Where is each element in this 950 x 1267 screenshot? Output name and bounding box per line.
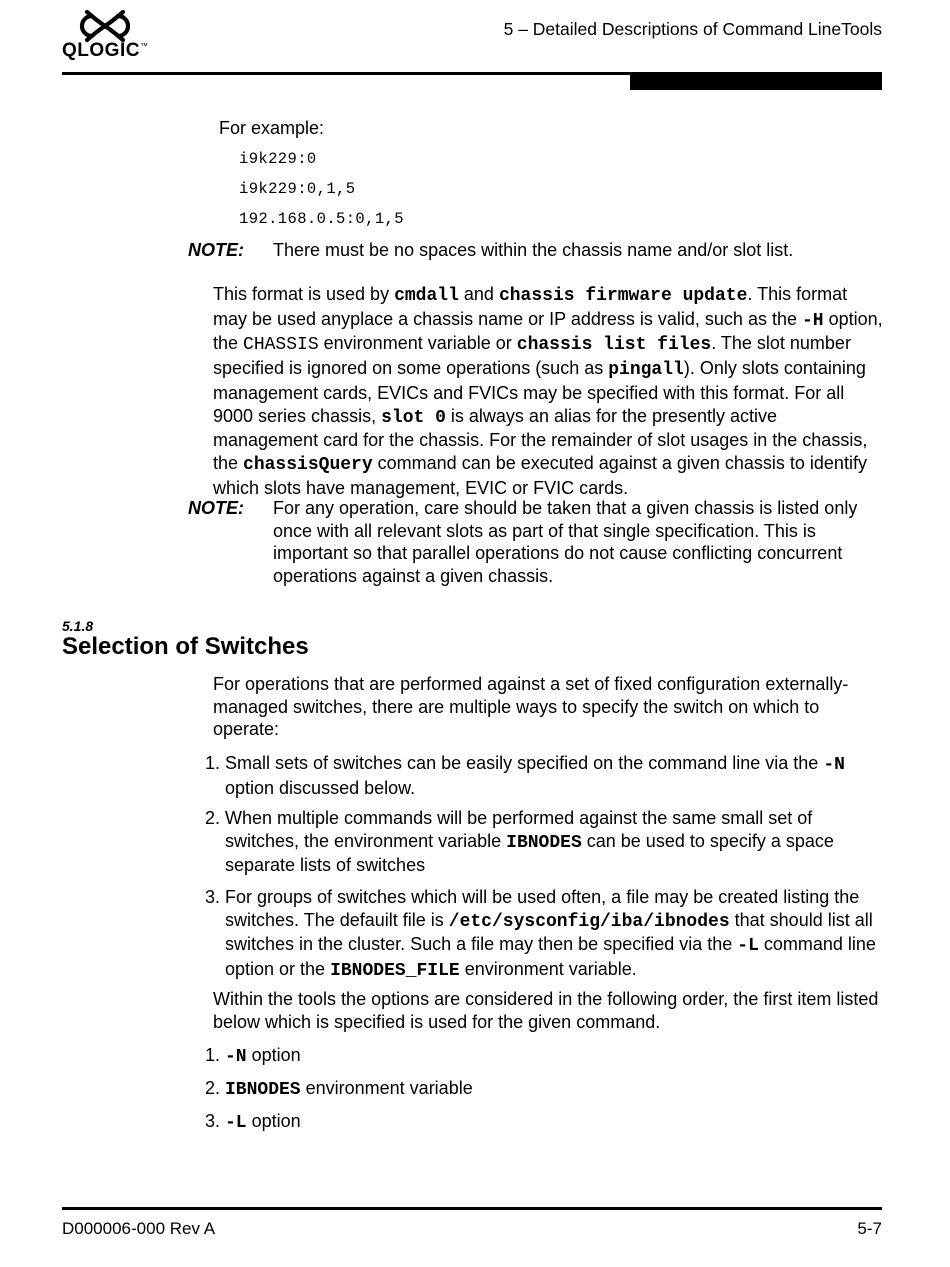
logo-wordmark: QLOGIC™	[62, 40, 149, 61]
section-number: 5.1.8	[62, 618, 94, 634]
footer-page-number: 5-7	[857, 1219, 882, 1238]
switch-intro-paragraph: For operations that are performed against a set of fixed configuration externally-managed switches, there are multiple ways to specify the switch on which to operate:	[213, 674, 849, 740]
list-item: Small sets of switches can be easily specified on the command line via the -N option discussed below.	[225, 753, 845, 798]
section-title: Selection of Switches	[62, 633, 309, 660]
list-item: -N option	[225, 1045, 301, 1067]
footer-doc-id: D000006-000 Rev A	[62, 1219, 216, 1238]
list-item-number: 3.	[204, 1111, 220, 1131]
note-text: For any operation, care should be taken that a given chassis is listed only once with all relevant slots as part of that single specification. This is important so that parallel operations do not cause conflicting concurrent operations against a given chassis.	[273, 498, 858, 587]
code-example: 192.168.0.5:0,1,5	[239, 210, 404, 228]
list-item-number: 1.	[204, 1045, 220, 1065]
order-paragraph: Within the tools the options are considered in the following order, the first item listed below which is specified is used for the given command.	[213, 989, 879, 1032]
page-header-title: 5 – Detailed Descriptions of Command LineTools	[503, 19, 882, 39]
footer-rule	[62, 1207, 882, 1210]
list-item-number: 1.	[204, 753, 220, 773]
note-label: NOTE:	[188, 240, 244, 260]
list-item-number: 2.	[204, 808, 220, 828]
list-item-number: 3.	[204, 887, 220, 907]
list-item: When multiple commands will be performed against the same small set of switches, the environment variable IBNODES can be used to specify a space separate lists of switches	[225, 808, 834, 876]
list-item-number: 2.	[204, 1078, 220, 1098]
header-bar	[630, 75, 882, 90]
list-item: IBNODES environment variable	[225, 1078, 473, 1100]
code-example: i9k229:0,1,5	[239, 180, 356, 198]
code-example: i9k229:0	[239, 150, 317, 168]
list-item: -L option	[225, 1111, 301, 1133]
note-label: NOTE:	[188, 498, 244, 518]
for-example-label: For example:	[219, 118, 325, 138]
list-item: For groups of switches which will be used often, a file may be created listing the switches. The defauilt file is /etc/sysconfig/iba/ibnodes that should list all switches in the cluster. Such a file may then be specified via the -L command line option or the IBNODES_FILE environment variable.	[225, 887, 876, 982]
note-text: There must be no spaces within the chassis name and/or slot list.	[273, 240, 794, 260]
format-usage-paragraph: This format is used by cmdall and chassis firmware update. This format may be used anyplace a chassis name or IP address is valid, such as the -H option, the CHASSIS environment variable or chassis list files. The slot number specified is ignored on some operations (such as pingall). Only slots containing management cards, EVICs and FVICs may be specified with this format. For all 9000 series chassis, slot 0 is always an alias for the presently active management card for the chassis. For the remainder of slot usages in the chassis, the chassisQuery command can be executed against a given chassis to identify which slots have management, EVIC or FVIC cards.	[213, 284, 883, 498]
